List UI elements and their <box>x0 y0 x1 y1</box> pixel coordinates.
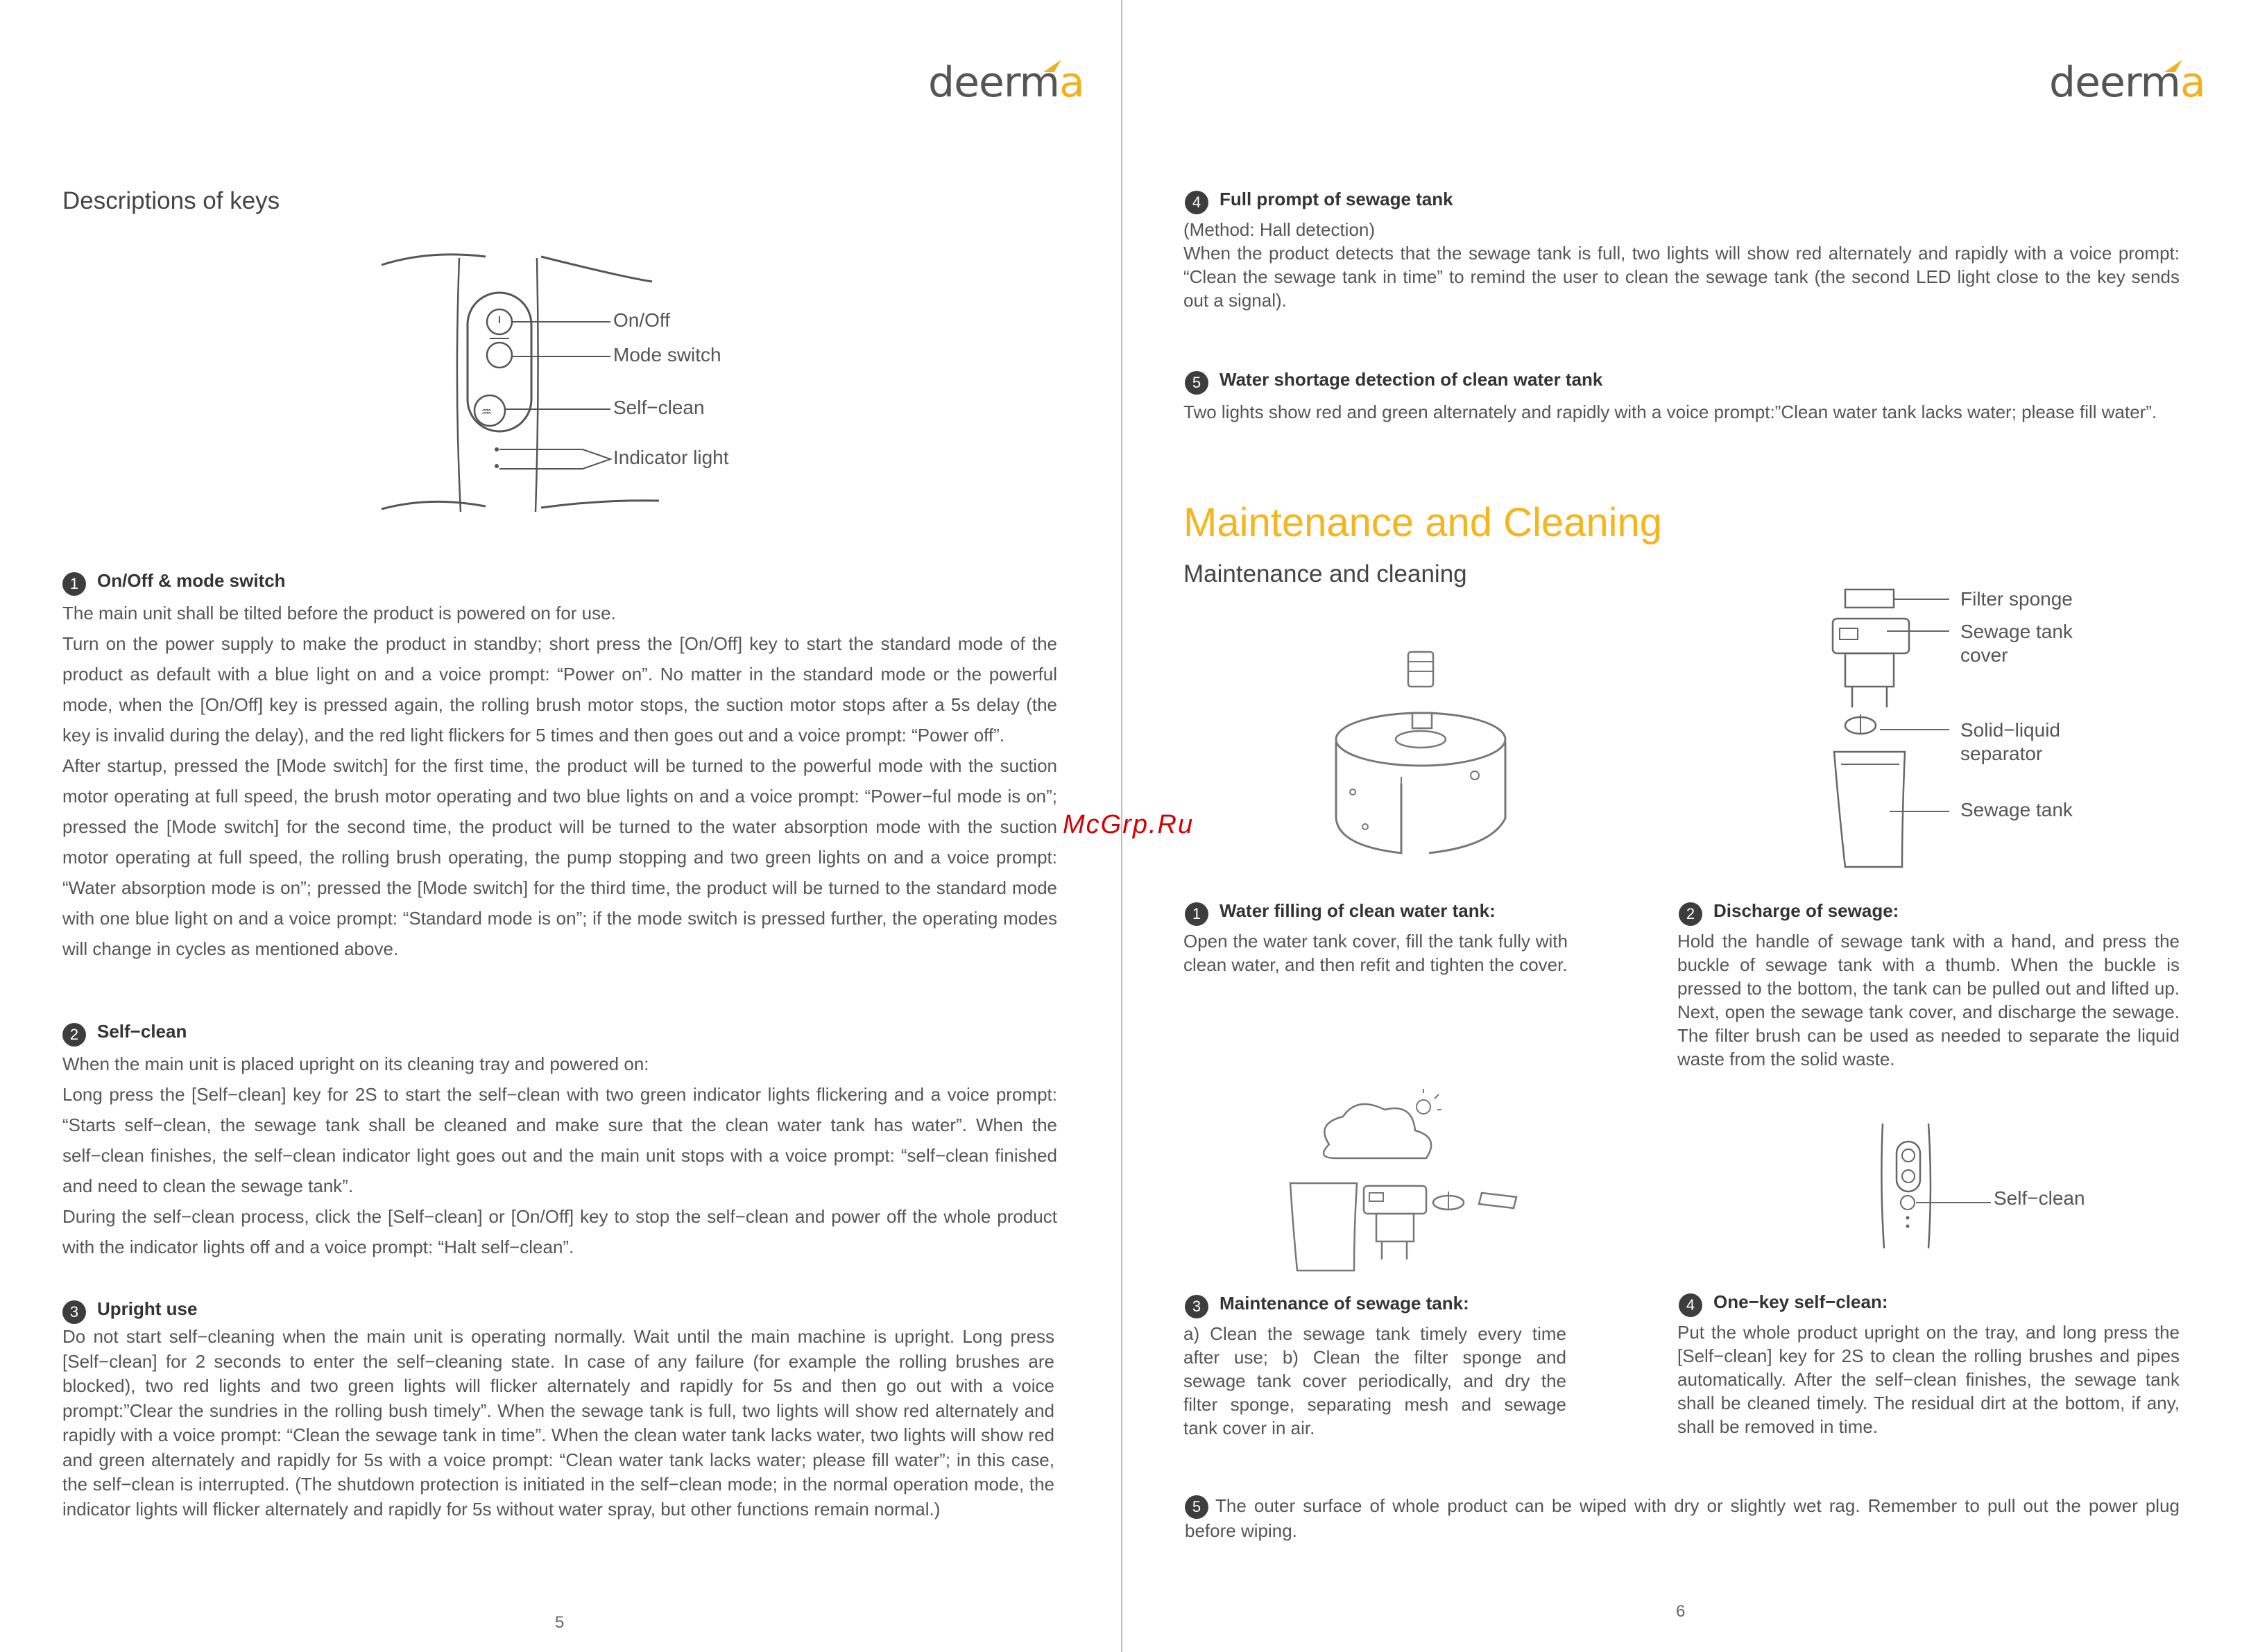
step-2-heading: 2 Discharge of sewage: <box>1679 900 1899 926</box>
step-2-body: Hold the handle of sewage tank with a hand, and press the buckle of sewage tank with a thumb. When the buckle is pressed to the bottom, the tank can be pulled out and lifted up. Next, open the sewage tank cover, and discharge the sewage. The filter brush can be used as needed to separate the liquid waste from the solid waste. <box>1677 931 2180 1069</box>
section-1-heading: 1 On/Off & mode switch <box>62 570 286 596</box>
clean-water-tank-illustration <box>1332 645 1505 867</box>
step-4-body: Put the whole product upright on the tray, and long press the [Self−clean] key for 2S to clean the rolling brushes and pipes automatically. After the self−clean finishes, the sewage tank shall be cleaned timely. The residual dirt at the bottom, if any, shall be removed in time. <box>1677 1322 2180 1437</box>
step-number-badge: 3 <box>1185 1295 1208 1318</box>
section-3-heading: 3 Upright use <box>62 1298 197 1324</box>
label-mode-switch: Mode switch <box>613 344 721 365</box>
sewage-tank-drying-illustration <box>1287 1089 1523 1276</box>
section-2-heading: 2 Self−clean <box>62 1021 187 1047</box>
step-number-badge: 5 <box>1185 1495 1208 1519</box>
svg-text:♒: ♒ <box>481 405 493 420</box>
section-3-body: Do not start self−cleaning when the main unit is operating normally. Wait until the main machine is upright. Long press [Self−clean] for 2 seconds to enter the self−cleaning state. In case of any failure (for example the rolling brushes are blocked), two red lights and two green lights will flicker alternately and rapidly for 5s and then go out with a voice prompt:”Clear the sundries in the rolling bush timely”. When the sewage tank is full, two lights will show red alternately and rapidly with a voice prompt: “Clean the sewage tank in time”. When the clean water tank lacks water, two lights will show red and green alternately and rapidly for 5s with a voice prompt: “Clean water tank lacks water; please fill water”; in this case, the self−clean is interrupted. (The shutdown protection is initiated in the self−clean mode; in the normal operation mode, the indicator lights will flicker alternately and rapidly for 5s without water spray, but other functions remain normal.) <box>62 1326 1054 1520</box>
section-5-heading: 5 Water shortage detection of clean water tank <box>1185 369 1602 395</box>
label-self-clean-key: Self−clean <box>1994 1187 2085 1209</box>
label-sewage-tank-cover: Sewage tank cover <box>1960 621 2073 666</box>
step-1-body: Open the water tank cover, fill the tank fully with clean water, and then refit and tighten the cover. <box>1183 931 1568 975</box>
maintenance-subheading: Maintenance and cleaning <box>1183 560 1467 587</box>
step-number-badge: 3 <box>62 1300 86 1324</box>
label-filter-sponge: Filter sponge <box>1960 588 2073 610</box>
section-4-body: (Method: Hall detection) When the product detects that the sewage tank is full, two lights will show red alternately and rapidly with a voice prompt: “Clean the sewage tank in time” to remind the user to clean the sewage tank (the second LED light close to the key sends out a signal). <box>1183 219 2180 311</box>
step-3-heading: 3 Maintenance of sewage tank: <box>1185 1293 1469 1318</box>
section-1-body: The main unit shall be tilted before the product is powered on for use. Turn on the power supply to make the product in standby; short press the [On/Off] key to start the standard mode of the product as default with a blue light on and a voice prompt: “Power on”. No matter in the standard mode or the powerful mode, when the [On/Off] key is pressed again, the rolling brush motor stops, the suction motor stops after a 5s delay (the key is invalid during the delay), and the red light flickers for 5 times and then goes out and a voice prompt: “Power off”. After startup, pressed the [Mode switch] for the first time, the product will be turned to the powerful mode with the suction motor operating at full speed, the brush motor operating and two blue lights on and a voice prompt: “Power−ful mode is on”; pressed the [Mode switch] for the second time, the product will be turned to the water absorption mode with the suction motor operating at full speed, the rolling brush operating, the pump stopping and two green lights on and a voice prompt: “Water absorption mode is on”; pressed the [Mode switch] for the third time, the product will be turned to the standard mode with one blue light on and a voice prompt: “Standard mode is on”; if the mode switch is pressed further, the operating modes will change in cycles as mentioned above. <box>62 603 1057 959</box>
step-number-badge: 4 <box>1679 1293 1702 1317</box>
brand-logo-left: deerma <box>928 58 1084 107</box>
step-number-badge: 2 <box>1679 902 1702 926</box>
maintenance-heading: Maintenance and Cleaning <box>1183 500 1663 545</box>
label-solid-liquid-separator: Solid−liquid separator <box>1960 719 2060 764</box>
label-indicator-light: Indicator light <box>613 447 729 468</box>
page-title: Descriptions of keys <box>62 187 280 214</box>
step-number-badge: 1 <box>1185 902 1208 926</box>
self-clean-key-illustration <box>1873 1117 2012 1255</box>
label-on-off: On/Off <box>613 309 670 331</box>
section-5-body: Two lights show red and green alternately and rapidly with a voice prompt:”Clean water tank lacks water; please fill water”. <box>1183 402 2157 422</box>
brand-logo-right: deerma <box>2049 58 2205 107</box>
section-4-heading: 4 Full prompt of sewage tank <box>1185 189 1453 214</box>
step-4-heading: 4 One−key self−clean: <box>1679 1291 1888 1317</box>
page-number-right: 6 <box>1676 1602 1686 1621</box>
label-self-clean: Self−clean <box>613 397 705 418</box>
watermark: McGrp.Ru <box>1063 810 1195 839</box>
section-2-body: When the main unit is placed upright on its cleaning tray and powered on: Long press the [Self−clean] key for 2S to start the self−clean with two green indicator lights flickering and a voice prompt: “Starts self−clean, the sewage tank shall be cleaned and make sure that the clean water tank has water”. When the self−clean finishes, the self−clean indicator light goes out and the main unit stops with a voice prompt: “self−clean finished and need to clean the sewage tank”. During the self−clean process, click the [Self−clean] or [On/Off] key to stop the self−clean and power off the whole product with the indicator lights off and a voice prompt: “Halt self−clean”. <box>62 1053 1057 1257</box>
page-number-left: 5 <box>555 1613 565 1632</box>
step-number-badge: 5 <box>1185 371 1208 395</box>
keys-diagram <box>375 250 735 520</box>
step-number-badge: 4 <box>1185 191 1208 214</box>
note-section: 5 The outer surface of whole product can be wiped with dry or slightly wet rag. Remember to pull out the power plug before wiping. <box>1185 1495 2180 1542</box>
step-number-badge: 2 <box>62 1023 86 1047</box>
step-number-badge: 1 <box>62 572 86 596</box>
step-3-body: a) Clean the sewage tank timely every time after use; b) Clean the filter sponge and sewage tank cover periodically, and dry the filter sponge, separating mesh and sewage tank cover in air. <box>1183 1323 1566 1438</box>
step-1-heading: 1 Water filling of clean water tank: <box>1185 900 1496 926</box>
label-sewage-tank: Sewage tank <box>1960 799 2073 820</box>
